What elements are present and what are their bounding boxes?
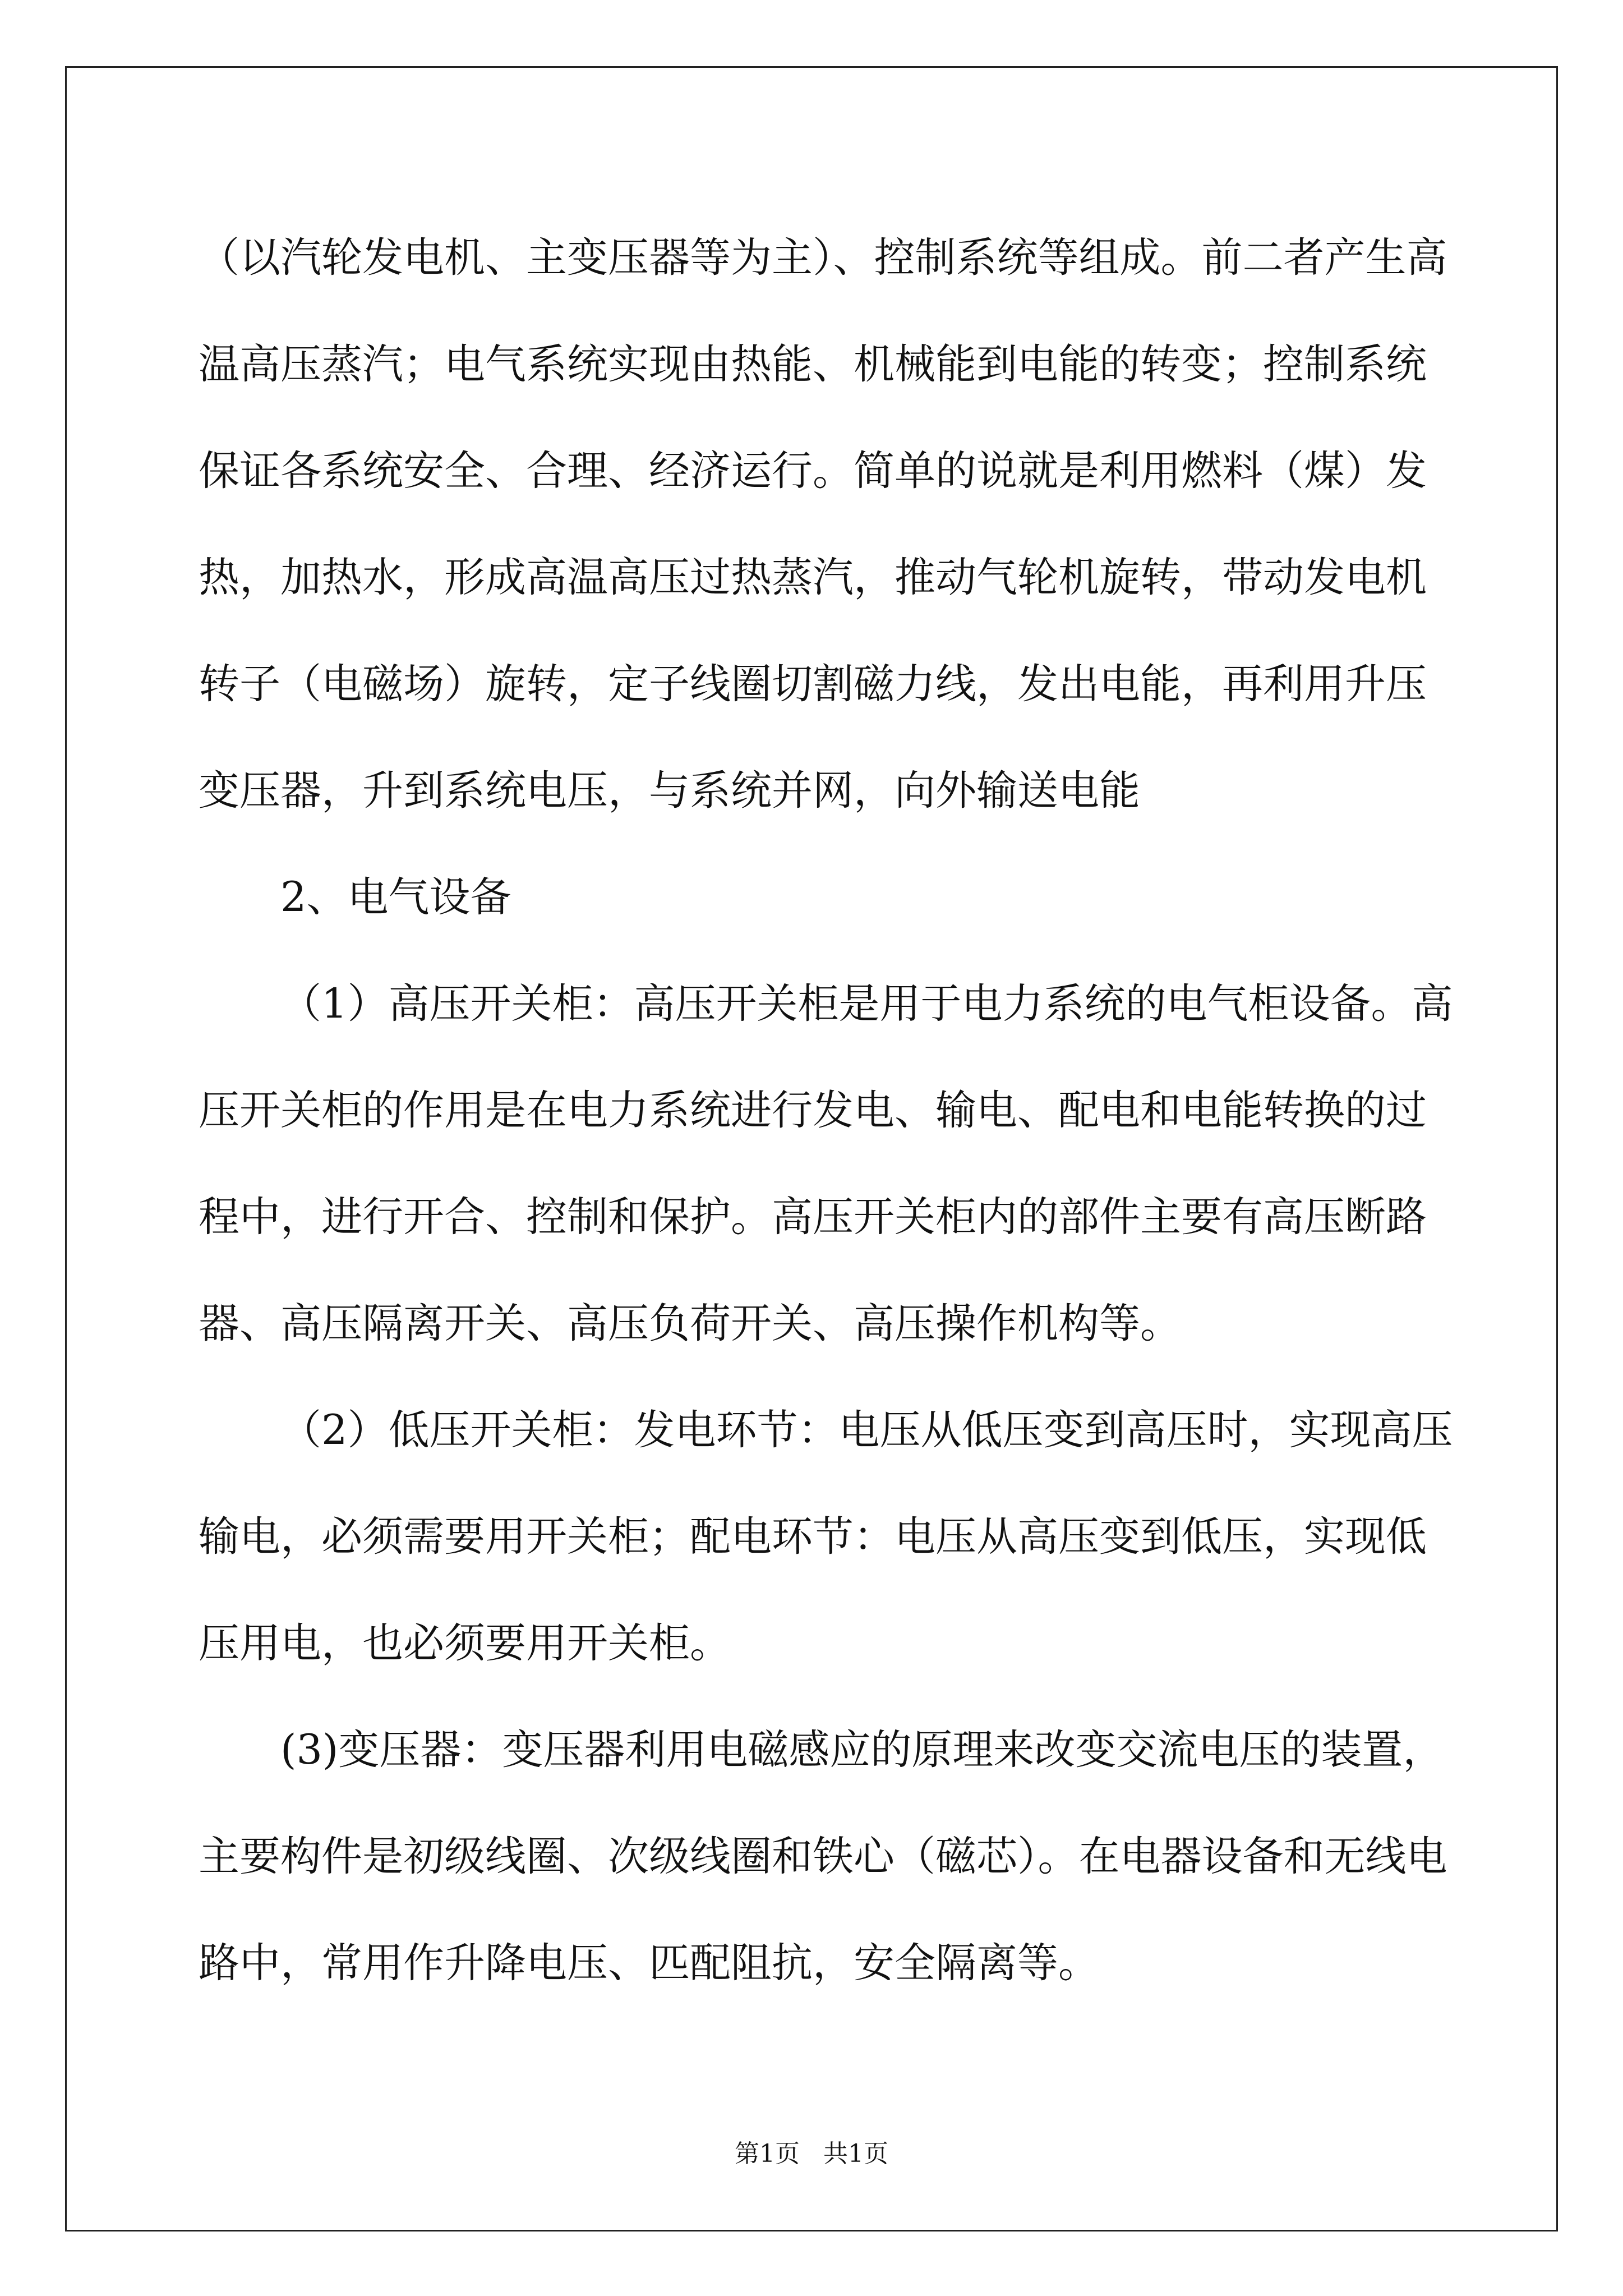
text-line: （1）高压开关柜：高压开关柜是用于电力系统的电气柜设备。高 <box>280 980 1453 1028</box>
text-line: 程中，进行开合、控制和保护。高压开关柜内的部件主要有高压断路 <box>199 1193 1427 1241</box>
text-line: 压用电，也必须要用开关柜。 <box>199 1619 731 1667</box>
text-line: 热，加热水，形成高温高压过热蒸汽，推动气轮机旋转，带动发电机 <box>199 554 1427 601</box>
page-number: 第1页 共1页 <box>735 2139 888 2168</box>
text-line: 转子（电磁场）旋转，定子线圈切割磁力线，发出电能，再利用升压 <box>199 660 1427 708</box>
text-line: 路中，常用作升降电压、匹配阻抗，安全隔离等。 <box>199 1939 1099 1987</box>
page-footer <box>0 2133 1623 2169</box>
text-line: 温高压蒸汽；电气系统实现由热能、机械能到电能的转变；控制系统 <box>199 341 1427 388</box>
text-line: 主要构件是初级线圈、次级线圈和铁心（磁芯）。在电器设备和无线电 <box>199 1833 1447 1880</box>
document-body <box>199 205 1453 2017</box>
text-line: （2）低压开关柜：发电环节：电压从低压变到高压时，实现高压 <box>280 1406 1453 1454</box>
text-line: 器、高压隔离开关、高压负荷开关、高压操作机构等。 <box>199 1300 1181 1347</box>
text-line: (3)变压器：变压器利用电磁感应的原理来改变交流电压的装置， <box>280 1726 1444 1774</box>
text-line: （以汽轮发电机、主变压器等为主）、控制系统等组成。前二者产生高 <box>199 234 1447 282</box>
text-line: 压开关柜的作用是在电力系统进行发电、输电、配电和电能转换的过 <box>199 1087 1427 1134</box>
text-line: 保证各系统安全、合理、经济运行。简单的说就是利用燃料（煤）发 <box>199 447 1427 495</box>
section-heading: 2、电气设备 <box>280 873 511 921</box>
text-line: 输电，必须需要用开关柜；配电环节：电压从高压变到低压，实现低 <box>199 1513 1427 1561</box>
text-line: 变压器，升到系统电压，与系统并网，向外输送电能 <box>199 767 1140 815</box>
